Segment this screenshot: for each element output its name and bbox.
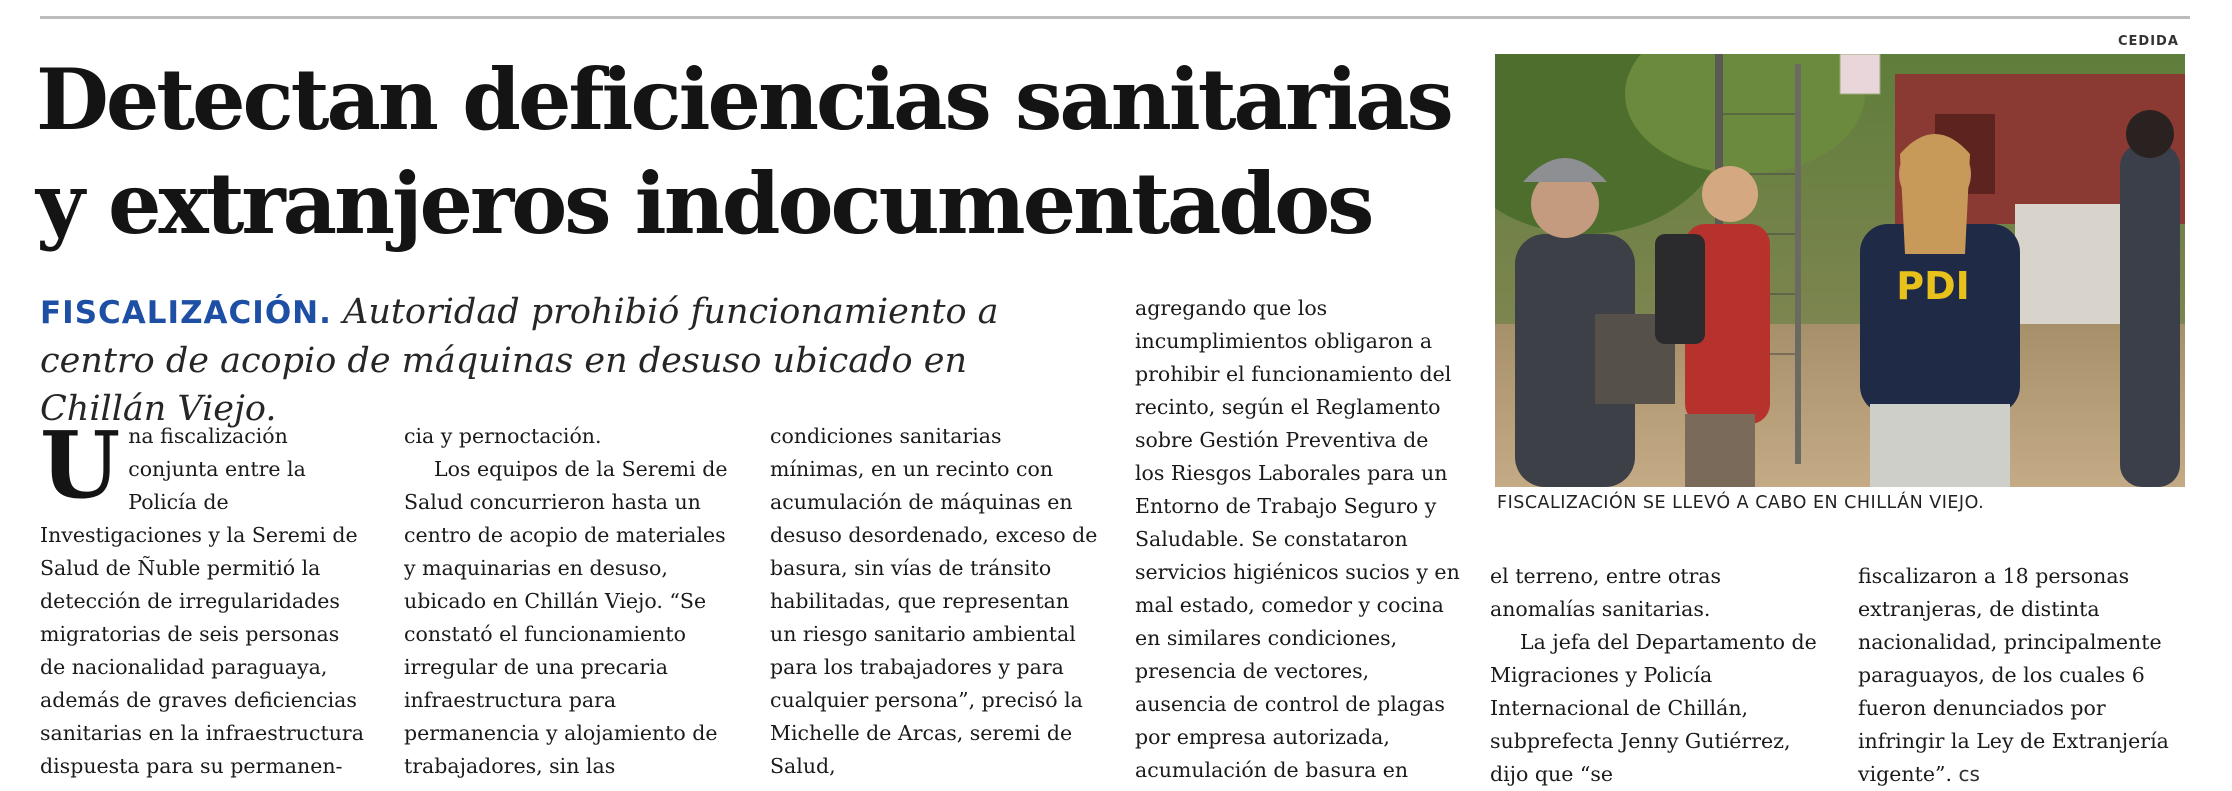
end-mark: cs [1958, 762, 1980, 786]
headline-line-1: Detectan deficiencias sanitarias [36, 50, 1451, 149]
body-column-4 [1135, 292, 1463, 787]
deck [40, 288, 1100, 433]
photo-credit: CEDIDA [2118, 34, 2179, 49]
news-photo [1495, 54, 2185, 487]
lead-paragraph [40, 411, 368, 783]
top-rule [40, 16, 2190, 19]
photo-illustration [1495, 54, 2185, 487]
vest-text: PDI [1896, 264, 1970, 308]
headline-line-2: y extranjeros indocumentados [36, 154, 1372, 253]
photo-caption: FISCALIZACIÓN SE LLEVÓ A CABO EN CHILLÁN VIEJO. [1497, 493, 1985, 513]
paragraph: Los equipos de la Seremi de Salud concurrieron hasta un centro de acopio de materiales y maquinarias en desuso, ubicado en Chillán Viejo. “Se constató el funcionamiento irregular de una precaria infraestructura para permanencia y alojamiento de trabajadores, sin las [404, 457, 728, 778]
deck-text: Autoridad prohibió funcionamiento a centro de acopio de máquinas en desuso ubicado en Chillán Viejo. [40, 292, 999, 429]
paragraph-continuation: el terreno, entre otras anomalías sanitarias. [1490, 564, 1722, 621]
body-column-2 [404, 420, 732, 783]
body-column-3 [770, 420, 1098, 783]
headline [36, 48, 1456, 256]
body-column-6 [1858, 560, 2186, 791]
paragraph-continuation: cia y pernoctación. [404, 424, 602, 448]
paragraph: La jefa del Departamento de Migraciones y Policía Internacional de Chillán, subprefecta Jenny Gutiérrez, dijo que “se [1490, 630, 1817, 786]
body-column-5 [1490, 560, 1818, 791]
lead-text: na fiscalización conjunta entre la Policía de Investigaciones y la Seremi de Salud de Ñuble permitió la detección de irregularidades migratorias de seis personas de nacionalidad paraguaya, además de graves deficiencias sanitarias en la infraestructura dispuesta para su permanen- [40, 424, 364, 778]
kicker: FISCALIZACIÓN. [40, 295, 332, 331]
paragraph: fiscalizaron a 18 personas extranjeras, de distinta nacionalidad, principalmente paraguayos, de los cuales 6 fueron denunciados por infringir la Ley de Extranjería vigente”. cs [1858, 564, 2169, 786]
paragraph: condiciones sanitarias mínimas, en un recinto con acumulación de máquinas en desuso desordenado, exceso de basura, sin vías de tránsito habilitadas, que representan un riesgo sanitario ambiental para los trabajadores y para cualquier persona”, precisó la Michelle de Arcas, seremi de Salud, [770, 424, 1098, 778]
body-column-1 [40, 411, 368, 783]
paragraph: agregando que los incumplimientos obligaron a prohibir el funcionamiento del recinto, según el Reglamento sobre Gestión Preventiva de los Riesgos Laborales para un Entorno de Trabajo Seguro y Saludable. Se constataron servicios higiénicos sucios y en mal estado, comedor y cocina en similares condiciones, presencia de vectores, ausencia de control de plagas por empresa autorizada, acumulación de basura en [1135, 296, 1460, 782]
drop-cap: U [40, 411, 121, 519]
